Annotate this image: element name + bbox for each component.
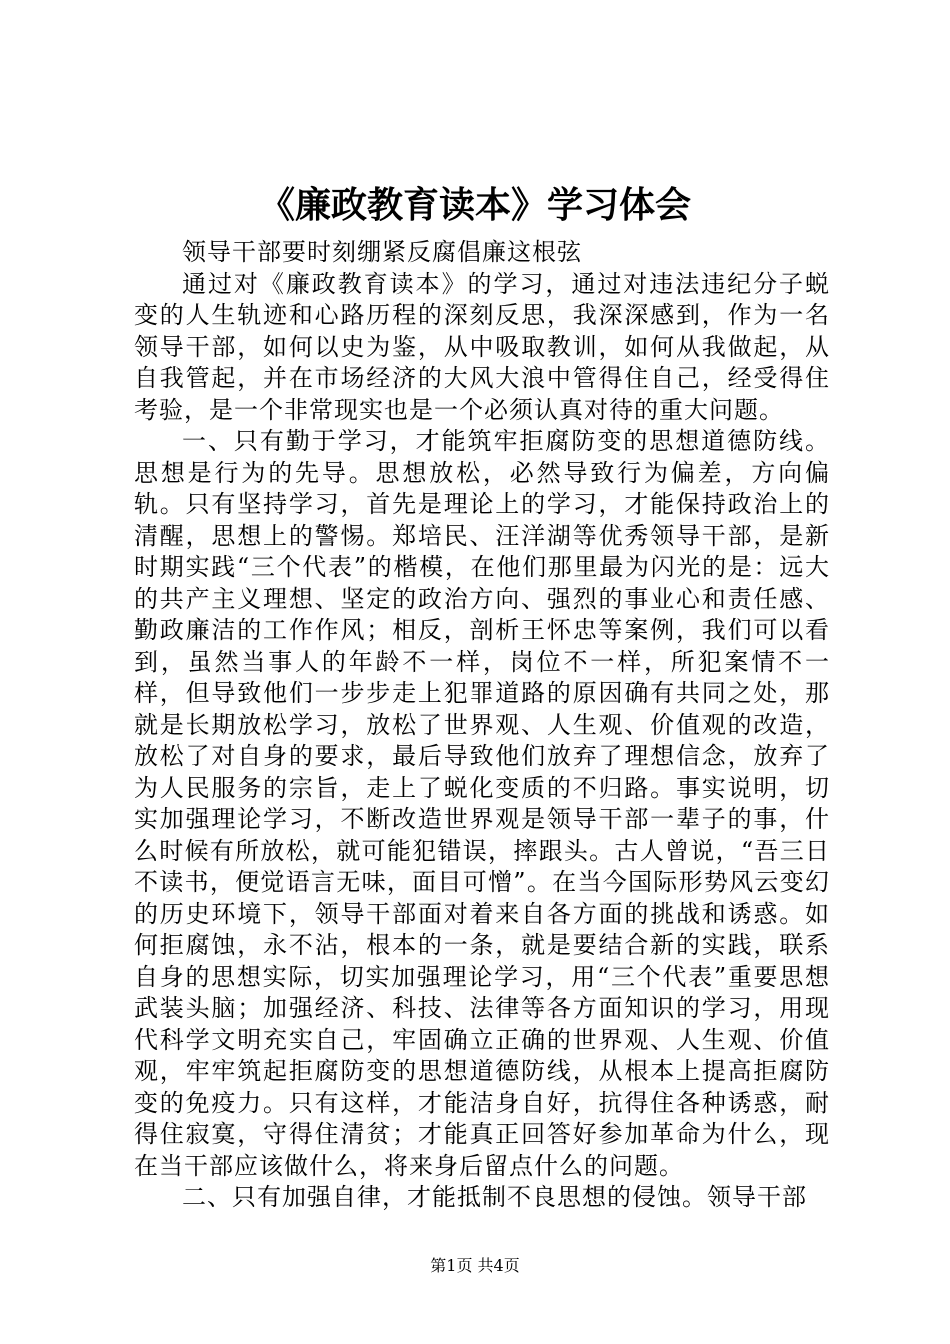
- paragraph-intro: 通过对《廉政教育读本》的学习，通过对违法违纪分子蜕变的人生轨迹和心路历程的深刻反思，我深深感到，作为一名领导干部，如何以史为鉴，从中吸取教训，如何从我做起，从自我管起，并在市场经济的大风大浪中管得住自己，经受得住考验，是一个非常现实也是一个必须认真对待的重大问题。: [134, 269, 830, 424]
- document-title: 《廉政教育读本》学习体会: [258, 185, 691, 226]
- paragraph-subtitle: 领导干部要时刻绷紧反腐倡廉这根弦: [182, 238, 582, 266]
- paragraph-section-one: 一、只有勤于学习，才能筑牢拒腐防变的思想道德防线。思想是行为的先导。思想放松，必然导致行为偏差，方向偏轨。只有坚持学习，首先是理论上的学习，才能保持政治上的清醒，思想上的警惕。郑培民、汪洋湖等优秀领导干部，是新时期实践“三个代表”的楷模，在他们那里最为闪光的是：远大的共产主义理想、坚定的政治方向、强烈的事业心和责任感、勤政廉洁的工作作风；相反，剖析王怀忠等案例，我们可以看到，虽然当事人的年龄不一样，岗位不一样，所犯案情不一样，但导致他们一步步走上犯罪道路的原因确有共同之处，那就是长期放松学习，放松了世界观、人生观、价值观的改造，放松了对自身的要求，最后导致他们放弃了理想信念，放弃了为人民服务的宗旨，走上了蜕化变质的不归路。事实说明，切实加强理论学习，不断改造世界观是领导干部一辈子的事，什么时候有所放松，就可能犯错误，摔跟头。古人曾说，“吾三日不读书，便觉语言无味，面目可憎”。在当今国际形势风云变幻的历史环境下，领导干部面对着来自各方面的挑战和诱惑。如何拒腐蚀，永不沾，根本的一条，就是要结合新的实践，联系自身的思想实际，切实加强理论学习，用“三个代表”重要思想武装头脑；加强经济、科技、法律等各方面知识的学习，用现代科学文明充实自己，牢固确立正确的世界观、人生观、价值观，牢牢筑起拒腐防变的思想道德防线，从根本上提高拒腐防变的免疫力。只有这样，才能洁身自好，抗得住各种诱惑，耐得住寂寞，守得住清贫；才能真正回答好参加革命为什么，现在当干部应该做什么，将来身后留点什么的问题。: [134, 427, 830, 1180]
- page-number-footer: 第1页 共4页: [430, 1256, 520, 1275]
- document-body: [134, 237, 830, 1214]
- paragraph-section-two: 二、只有加强自律，才能抵制不良思想的侵蚀。领导干部: [182, 1183, 807, 1211]
